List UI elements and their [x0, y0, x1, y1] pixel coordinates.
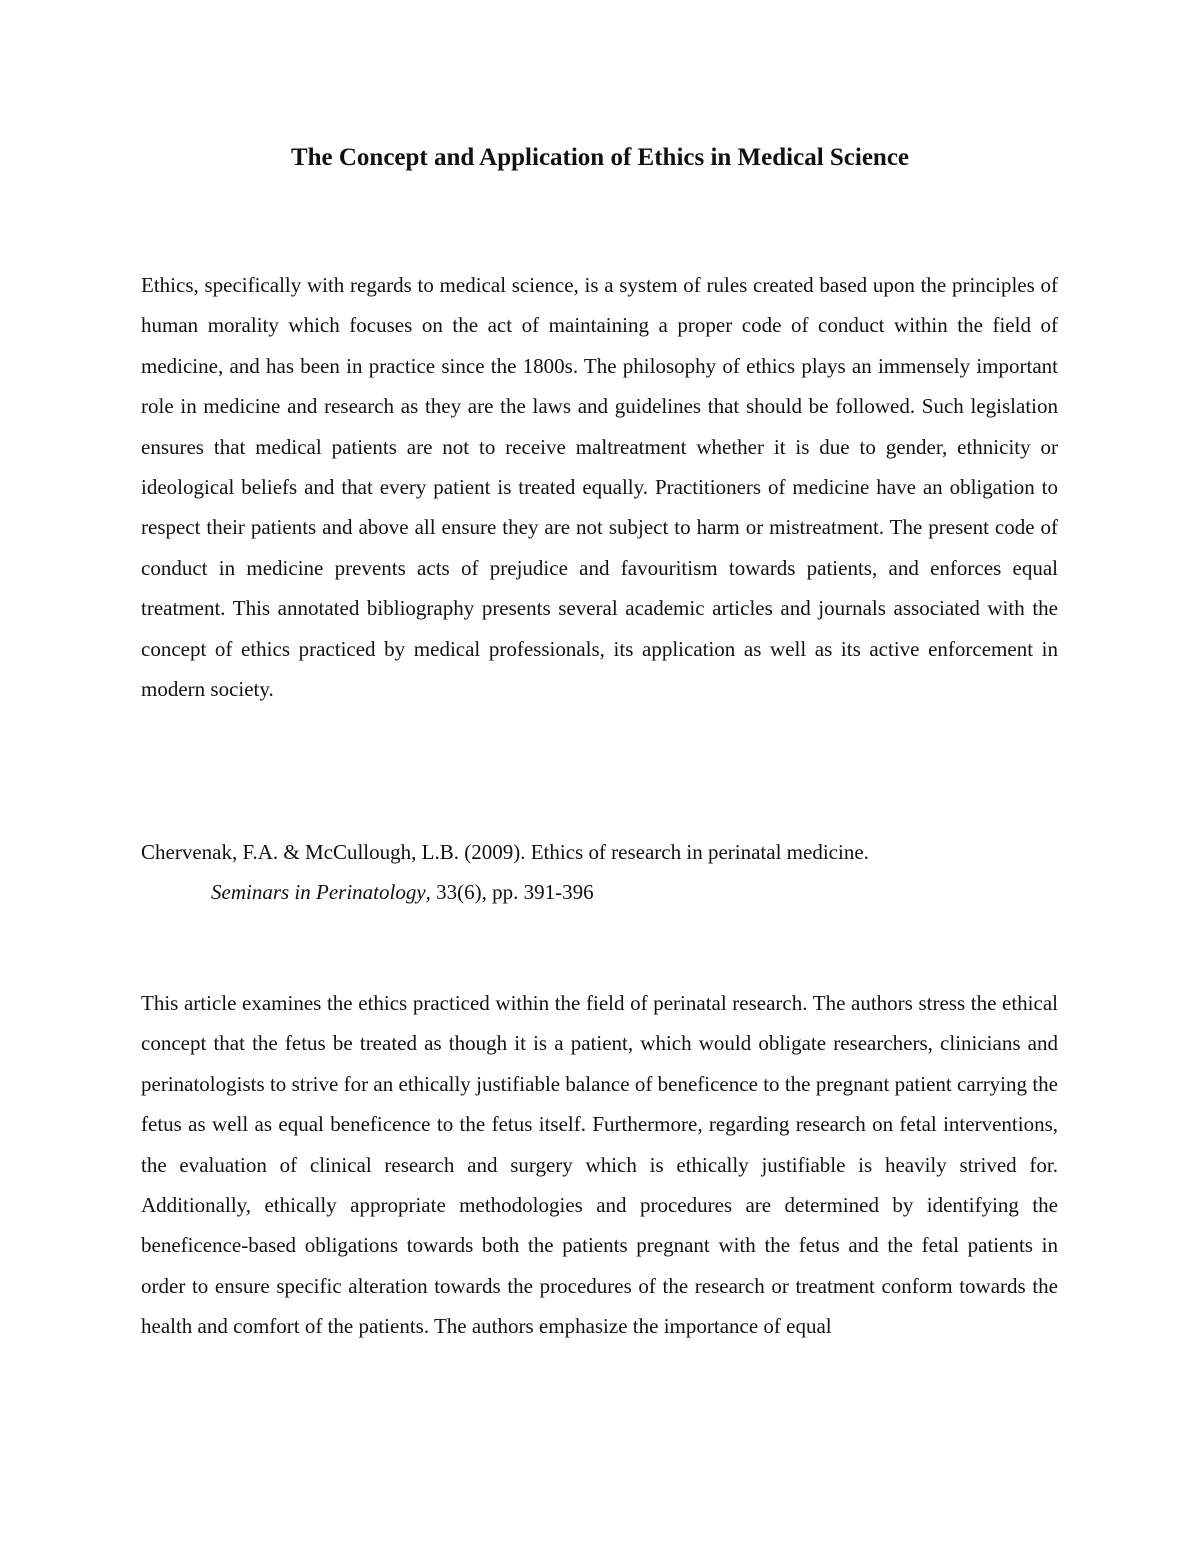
- citation-details: , 33(6), pp. 391-396: [425, 880, 594, 905]
- annotation-paragraph: This article examines the ethics practiced within the field of perinatal research. The authors stress the ethical concept that the fetus be treated as though it is a patient, which would obligate researchers, clinicians and perinatologists to strive for an ethically justifiable balance of beneficence to the pregnant patient carrying the fetus as well as equal beneficence to the fetus itself. Furthermore, regarding research on fetal interventions, the evaluation of clinical research and surgery which is ethically justifiable is heavily strived for. Additionally, ethically appropriate methodologies and procedures are determined by identifying the beneficence-based obligations towards both the patients pregnant with the fetus and the fetal patients in order to ensure specific alteration towards the procedures of the research or treatment conform towards the health and comfort of the patients. The authors emphasize the importance of equal: [141, 991, 1058, 1339]
- citation-journal: Seminars in Perinatology: [211, 880, 426, 905]
- intro-paragraph: Ethics, specifically with regards to medical science, is a system of rules created based upon the principles of human morality which focuses on the act of maintaining a proper code of conduct within the field of medicine, and has been in practice since the 1800s. The philosophy of ethics plays an immensely important role in medicine and research as they are the laws and guidelines that should be followed. Such legislation ensures that medical patients are not to receive maltreatment whether it is due to gender, ethnicity or ideological beliefs and that every patient is treated equally. Practitioners of medicine have an obligation to respect their patients and above all ensure they are not subject to harm or mistreatment. The present code of conduct in medicine prevents acts of prejudice and favouritism towards patients, and enforces equal treatment. This annotated bibliography presents several academic articles and journals associated with the concept of ethics practiced by medical professionals, its application as well as its active enforcement in modern society.: [141, 273, 1058, 702]
- citation: [141, 832, 1058, 913]
- citation-source-line: [141, 872, 1058, 912]
- document-title: The Concept and Application of Ethics in Medical Science: [290, 144, 910, 171]
- citation-authors-title: Chervenak, F.A. & McCullough, L.B. (2009). Ethics of research in perinatal medicine.: [141, 840, 869, 864]
